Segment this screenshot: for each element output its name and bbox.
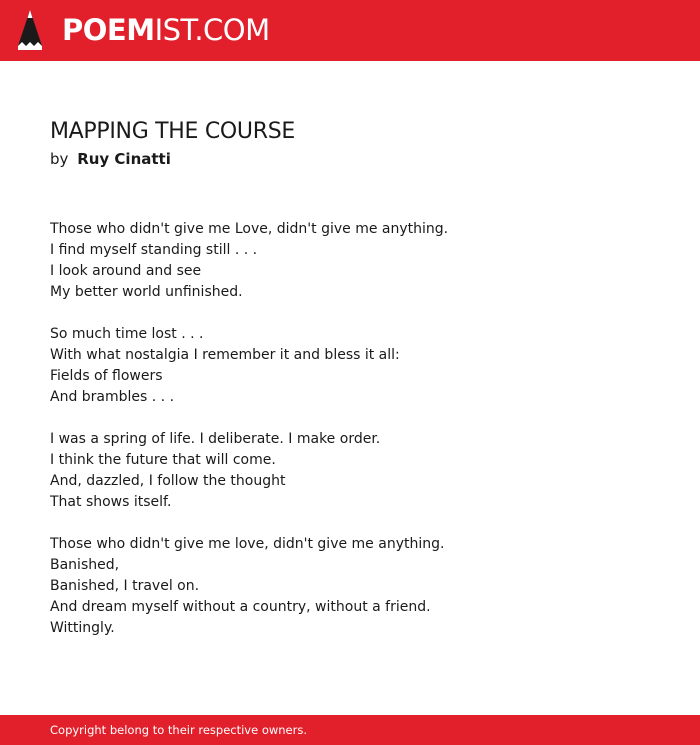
byline (50, 148, 171, 170)
logo-light-text: IST.COM (154, 13, 270, 47)
poem-line: And, dazzled, I follow the thought (50, 473, 286, 489)
poem-line: I was a spring of life. I deliberate. I make order. (50, 431, 381, 447)
author-name: Ruy Cinatti (77, 150, 171, 168)
poem-line: With what nostalgia I remember it and bless it all: (50, 347, 400, 363)
poem-line: And brambles . . . (50, 389, 175, 405)
stanza (50, 534, 650, 639)
poem-line: So much time lost . . . (50, 326, 204, 342)
poem-line: Wittingly. (50, 620, 115, 636)
stanza (50, 219, 650, 303)
logo-bold-text: POEM (62, 13, 155, 47)
stanza (50, 324, 650, 408)
copyright-notice: Copyright belong to their respective owners. (50, 723, 308, 737)
poem-line: I think the future that will come. (50, 452, 276, 468)
poem-line: Those who didn't give me love, didn't give me anything. (50, 536, 445, 552)
poem-line: That shows itself. (50, 494, 172, 510)
poem-line: Banished, (50, 557, 120, 573)
poem-line: I look around and see (50, 263, 202, 279)
poem-title: MAPPING THE COURSE (50, 119, 295, 144)
site-footer (0, 715, 700, 745)
pencil-icon (18, 10, 42, 50)
poem-line: Banished, I travel on. (50, 578, 200, 594)
poem-line: And dream myself without a country, without a friend. (50, 599, 431, 615)
poem-line: My better world unfinished. (50, 284, 243, 300)
site-logo[interactable] (62, 12, 270, 48)
poem-line: Those who didn't give me Love, didn't give me anything. (50, 221, 449, 237)
poem-line: Fields of flowers (50, 368, 163, 384)
poem-body (50, 219, 650, 660)
stanza (50, 429, 650, 513)
site-header (0, 0, 700, 61)
by-label: by (50, 150, 69, 168)
poem-line: I find myself standing still . . . (50, 242, 258, 258)
